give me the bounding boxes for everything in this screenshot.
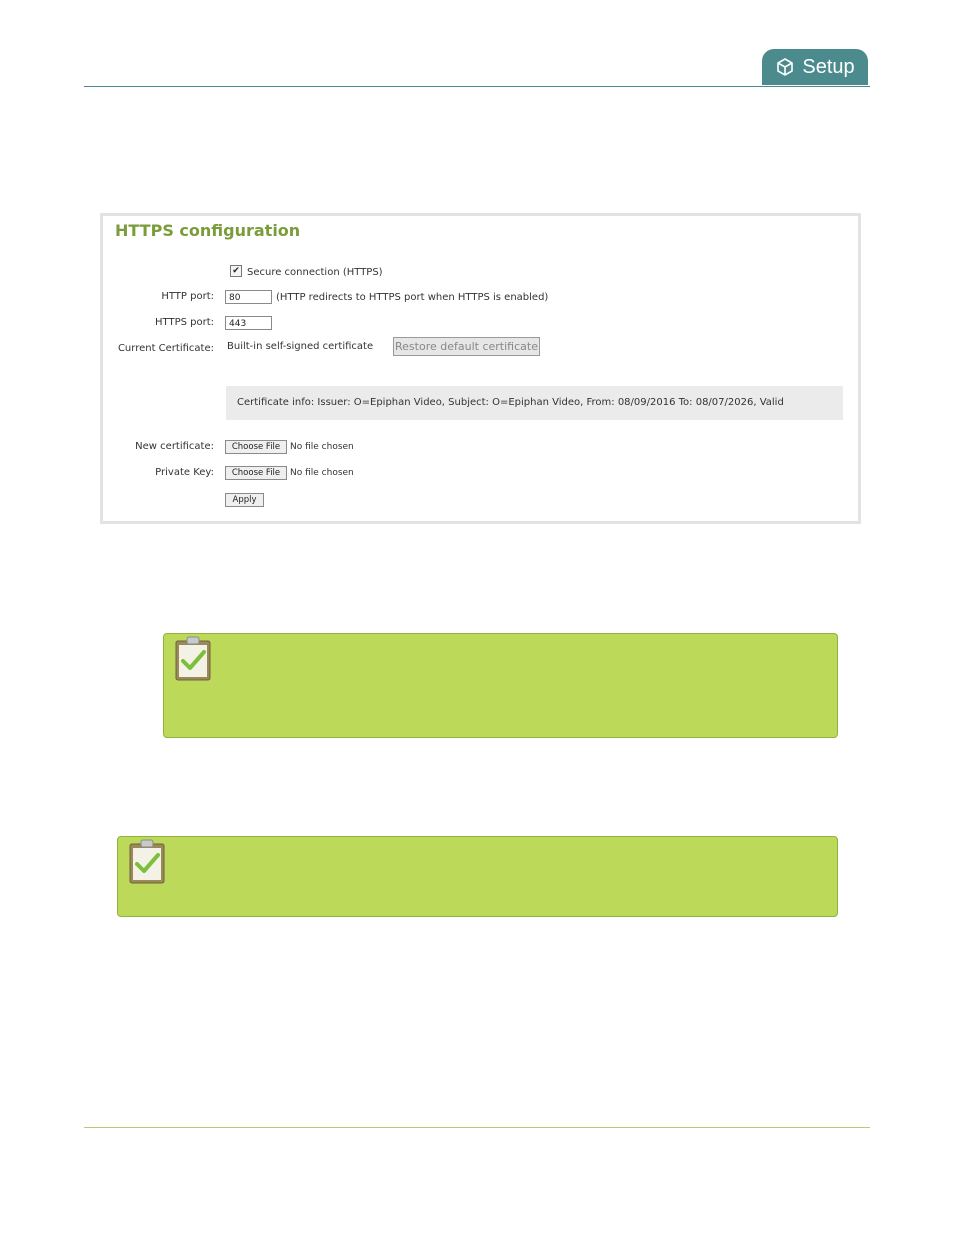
secure-connection-checkbox[interactable]: ✔ [230,265,242,277]
cube-icon [775,57,795,77]
restore-default-certificate-button[interactable]: Restore default certificate [393,337,540,356]
note-box [163,633,838,738]
http-port-hint: (HTTP redirects to HTTPS port when HTTPS is enabled) [276,292,549,303]
clipboard-check-icon [128,839,166,889]
current-certificate-value: Built-in self-signed certificate [227,341,374,352]
https-configuration-panel [100,213,861,524]
note-box [117,836,838,917]
https-port-label: HTTPS port: [155,317,214,328]
new-certificate-choose-file-button[interactable]: Choose File [225,440,287,454]
footer-rule [84,1127,870,1128]
section-tab-label: Setup [802,55,855,78]
https-port-input[interactable]: 443 [225,316,272,330]
certificate-info-text: Certificate info: Issuer: O=Epiphan Video, Subject: O=Epiphan Video, From: 08/09/2016 To: 08/07/2026, Valid [237,397,784,408]
certificate-info-box [226,386,843,420]
current-certificate-label: Current Certificate: [117,343,214,354]
secure-connection-label: Secure connection (HTTPS) [247,267,383,278]
panel-title: HTTPS configuration [115,221,301,240]
http-port-label: HTTP port: [161,291,214,302]
apply-button[interactable]: Apply [225,493,264,507]
private-key-label: Private Key: [155,467,214,478]
http-port-input[interactable]: 80 [225,290,272,304]
header-rule [84,86,870,87]
section-tab-setup [762,49,868,85]
new-certificate-status: No file chosen [290,442,354,452]
new-certificate-label: New certificate: [135,441,214,452]
private-key-status: No file chosen [290,468,354,478]
private-key-choose-file-button[interactable]: Choose File [225,466,287,480]
clipboard-check-icon [174,636,212,686]
